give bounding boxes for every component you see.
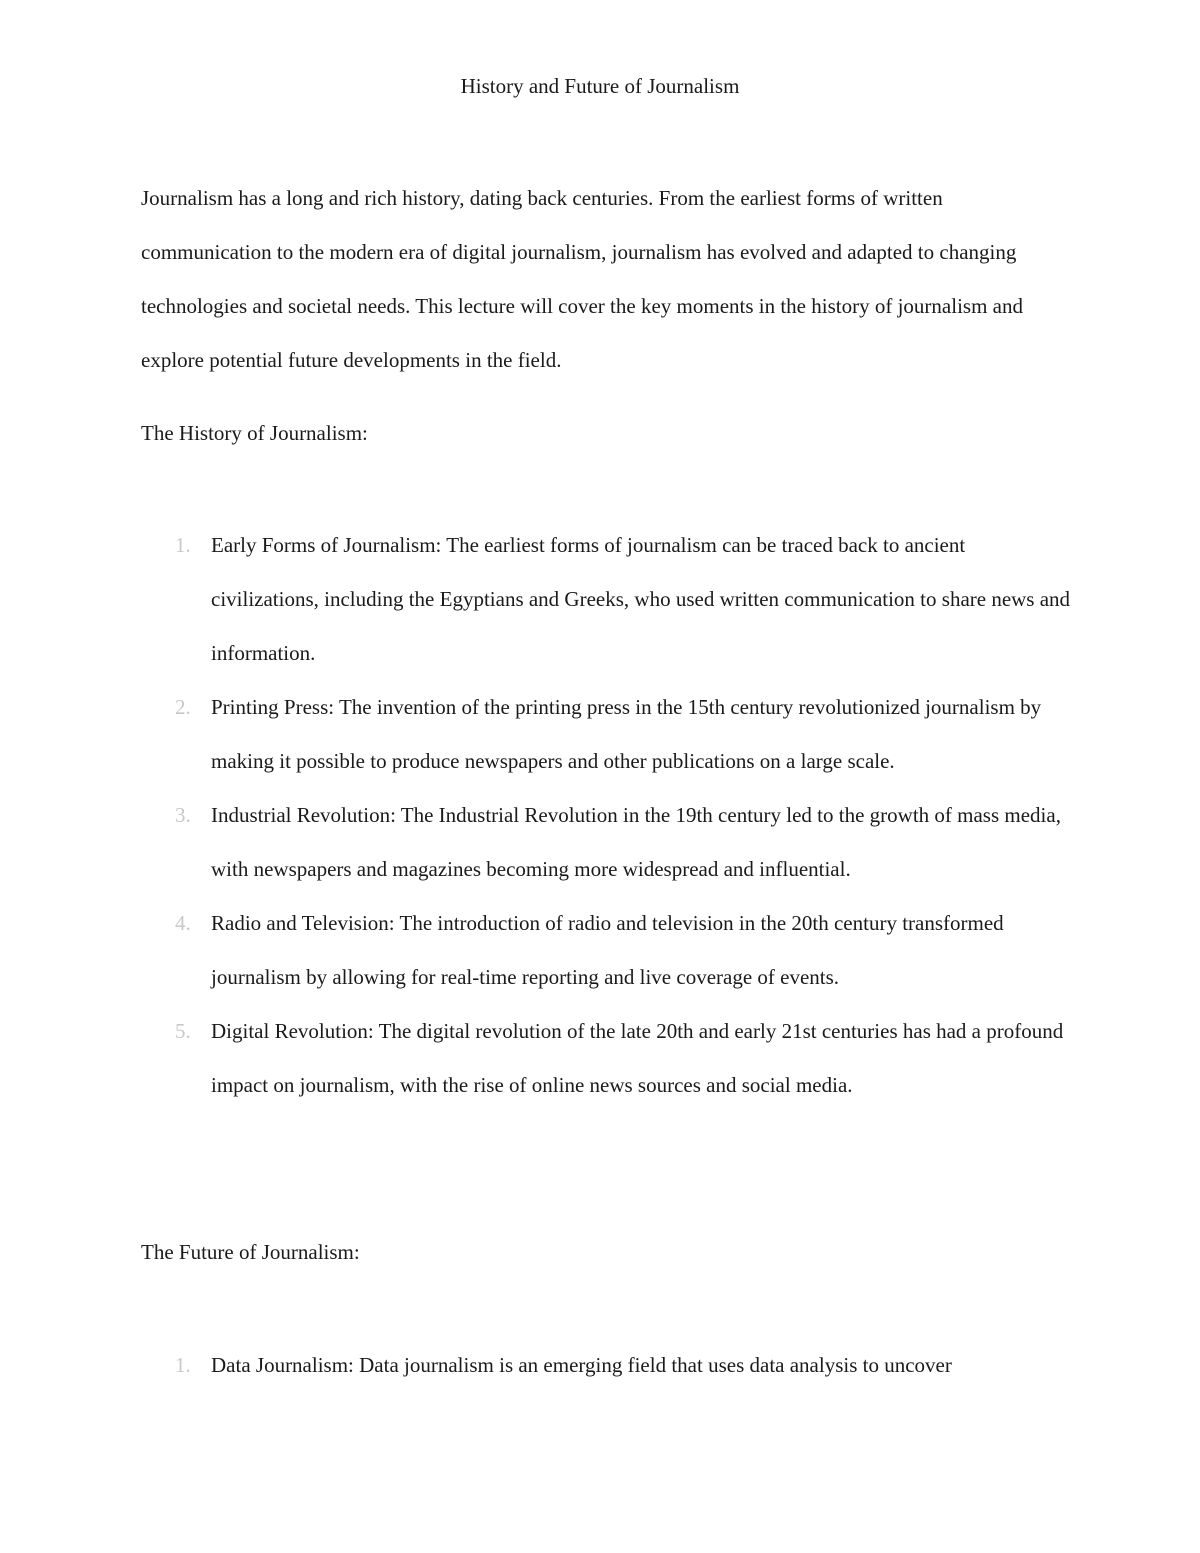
list-item <box>175 1004 1071 1112</box>
list-item-text: Data Journalism: Data journalism is an emerging field that uses data analysis to uncover <box>211 1353 952 1377</box>
list-item <box>175 518 1071 680</box>
intro-paragraph: Journalism has a long and rich history, dating back centuries. From the earliest forms of written communication to the modern era of digital journalism, journalism has evolved and adapted to changing technologies and societal needs. This lecture will cover the key moments in the history of journalism and explore potential future developments in the field. <box>141 186 1023 372</box>
list-item <box>175 788 1071 896</box>
list-item-text: Industrial Revolution: The Industrial Revolution in the 19th century led to the growth of mass media, with newspapers and magazines becoming more widespread and influential. <box>211 803 1061 881</box>
list-item-text: Radio and Television: The introduction of radio and television in the 20th century transformed journalism by allowing for real-time reporting and live coverage of events. <box>211 911 1004 989</box>
list-item <box>175 896 1071 1004</box>
list-number: 2. <box>175 695 191 719</box>
list-number: 1. <box>175 533 191 557</box>
list-number: 1. <box>175 1353 191 1377</box>
future-list <box>175 1338 1071 1392</box>
list-item-text: Digital Revolution: The digital revolution of the late 20th and early 21st centuries has had a profound impact on journalism, with the rise of online news sources and social media. <box>211 1019 1064 1097</box>
list-number: 3. <box>175 803 191 827</box>
list-item <box>175 680 1071 788</box>
list-number: 4. <box>175 911 191 935</box>
list-item <box>175 1338 1071 1392</box>
history-heading: The History of Journalism: <box>141 421 368 445</box>
document-title: History and Future of Journalism <box>460 74 740 98</box>
list-item-text: Early Forms of Journalism: The earliest forms of journalism can be traced back to ancient civilizations, including the Egyptians and Greeks, who used written communication to share news and information. <box>211 533 1071 665</box>
history-list <box>175 518 1071 1112</box>
future-heading: The Future of Journalism: <box>141 1240 360 1264</box>
list-item-text: Printing Press: The invention of the printing press in the 15th century revolutionized journalism by making it possible to produce newspapers and other publications on a large scale. <box>211 695 1042 773</box>
list-number: 5. <box>175 1019 191 1043</box>
